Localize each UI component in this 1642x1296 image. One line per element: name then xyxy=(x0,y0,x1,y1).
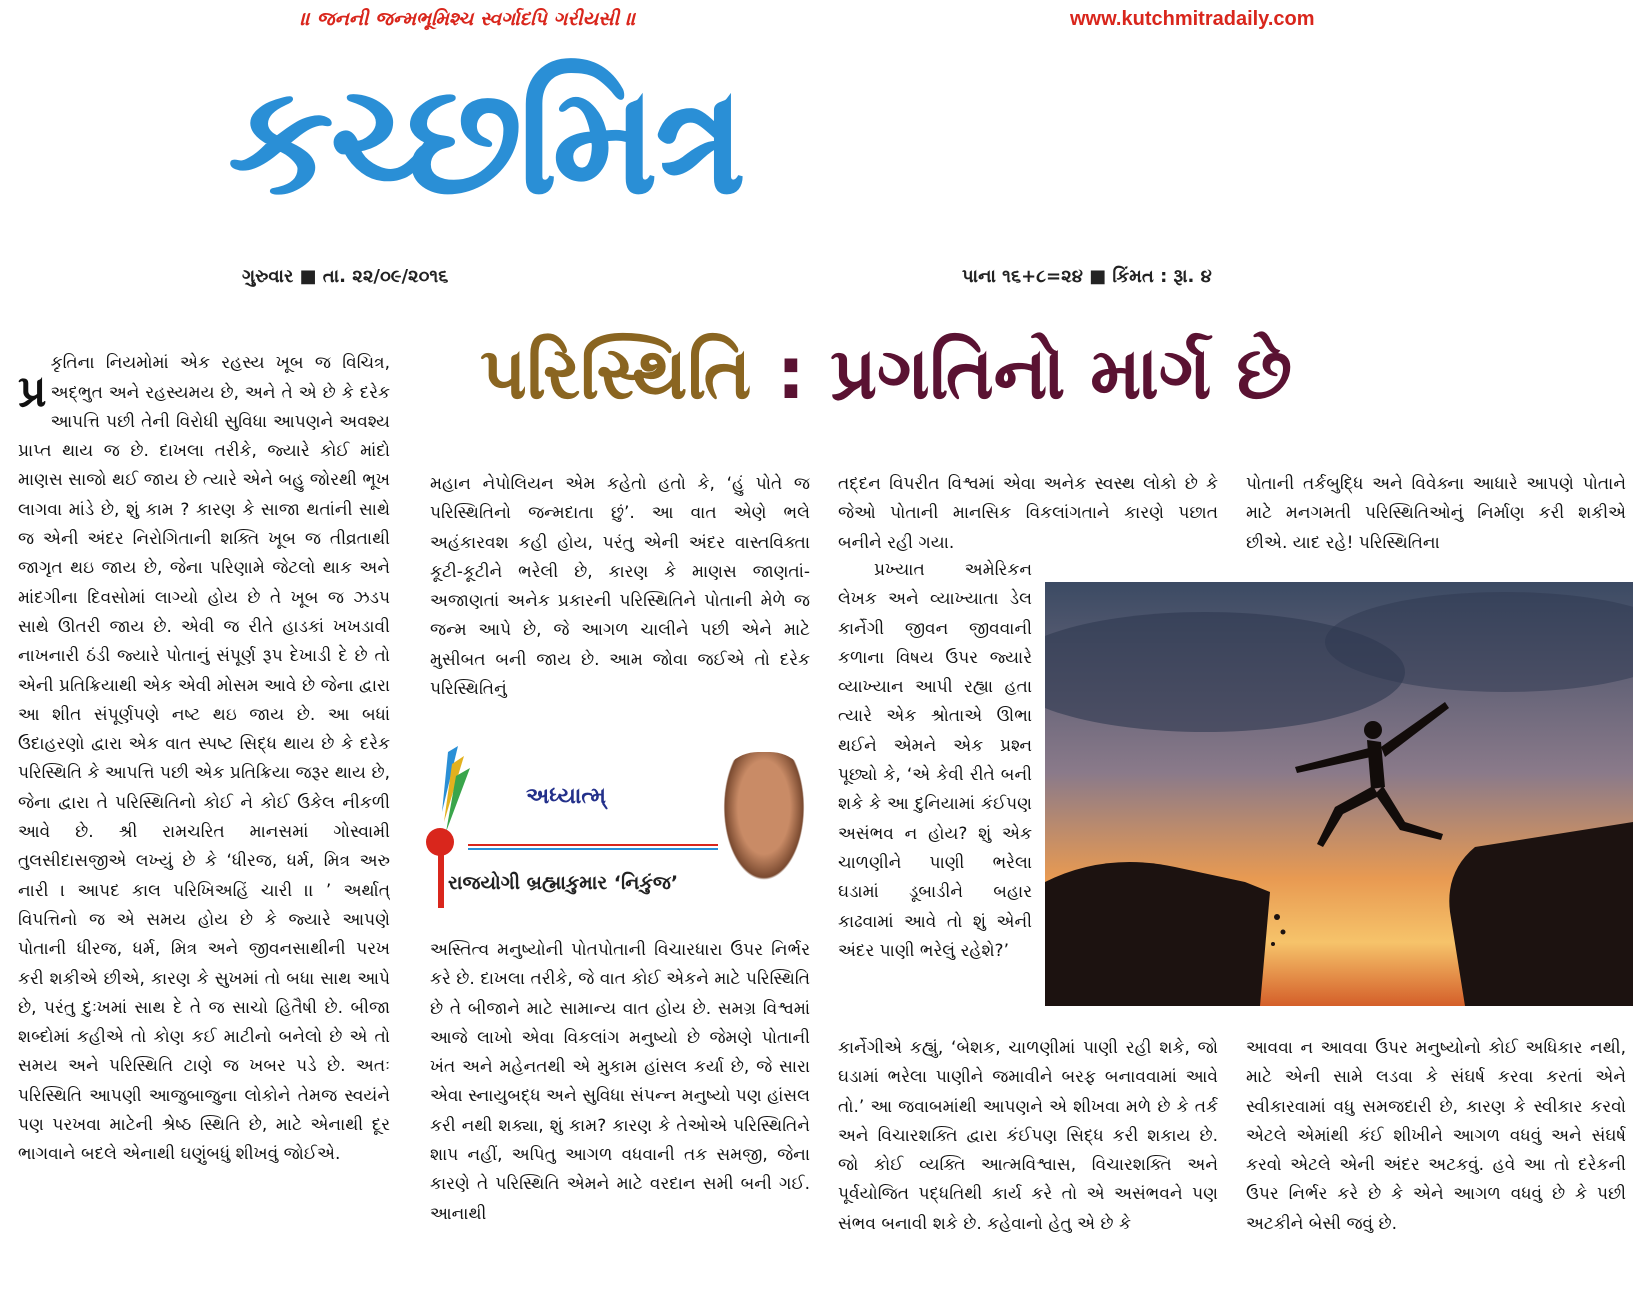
article-column-2-top: મહાન નેપોલિયન એમ કહેતો હતો કે, ‘હું પોતે જ પરિસ્થિતિનો જન્મદાતા છું’. આ વાત એણે ભલે અહંકારવશ કહી હોય, પરંતુ એની અંદર વાસ્તવિક્તા કૂટી-કૂટીને ભરેલી છે, કારણ કે માણસ જાણતાં-અજાણતાં અનેક પ્રકારની પરિસ્થિતિને પોતાની મેળે જ જન્મ આપે છે, જે આગળ ચાલીને પછી એને માટે મુસીબત બની જાય છે. આમ જોવા જઈએ તો દરેક પરિસ્થિતિનું xyxy=(430,474,810,700)
dateline: ગુરુવાર ■ તા. ૨૨/૦૯/૨૦૧૬ xyxy=(242,266,449,287)
article-column-1 xyxy=(18,320,390,1280)
page-info: પાના ૧૬+૮=૨૪ ■ કિંમત : રૂા. ૪ xyxy=(962,266,1212,287)
website-url: www.kutchmitradaily.com xyxy=(1070,8,1315,30)
headline-part1: પરિસ્થિતિ xyxy=(480,331,752,415)
article-column-3-mid: પ્રખ્યાત અમેરિકન લેખક અને વ્યાખ્યાતા ડેલ કાર્નેગી જીવન જીવવાની કળાના વિષય ઉપર જ્યારે વ્યાખ્યાન આપી રહ્યા હતા ત્યારે એક શ્રોતાએ ઊભા થઈને એમને એક પ્રશ્ન પૂછ્યો કે, ‘એ કેવી રીતે બની શકે કે આ દુનિયામાં કંઈપણ અસંભવ ન હોય? શું એક ચાળણીને પાણી ભરેલા ઘડામાં ડૂબાડીને બહાર કાઢવામાં આવે તો શું એની અંદર પાણી ભરેલું રહેશે?’ xyxy=(838,560,1032,961)
masthead-motto: ॥ જનની જન્મભૂમિશ્ચ સ્વર્ગાદપિ ગરીયસી ॥ xyxy=(300,8,636,30)
dropcap: પ્ર xyxy=(18,366,47,418)
author-photo xyxy=(718,752,810,890)
column-box xyxy=(418,742,818,908)
cliff-jump-photo xyxy=(1045,582,1633,1006)
article-column-4-bottom: આવવા ન આવવા ઉપર મનુષ્યોનો કોઈ અધિકાર નથી, માટે એની સામે લડવા કે સંઘર્ષ કરવા કરતાં એને સ્વીકારવામાં વધુ સમજદારી છે, કારણ કે સ્વીકાર કરવો એટલે એમાંથી કંઈ શીખીને આગળ વધવું અને સંઘર્ષ કરવો એટલે એની અંદર અટકવું. હવે આ તો દરેકની ઉપર નિર્ભર કરે છે કે એને આગળ વધવું છે કે પછી અટકીને બેસી જવું છે. xyxy=(1246,1038,1626,1234)
article-column-3-bottom: કાર્નેગીએ કહ્યું, ‘બેશક, ચાળણીમાં પાણી રહી શકે, જો ઘડામાં ભરેલા પાણીને જમાવીને બરફ બનાવવામાં આવે તો.’ આ જવાબમાંથી આપણને એ શીખવા મળે છે કે તર્ક અને વિચારશક્તિ દ્વારા કંઈપણ સિદ્ધ કરી શકાય છે. જો કોઈ વ્યક્તિ આત્મવિશ્વાસ, વિચારશક્તિ અને પૂર્વયોજિત પદ્ધતિથી કાર્ય કરે તો એ અસંભવને પણ સંભવ બનાવી શકે છે. કહેવાનો હેતુ એ છે કે xyxy=(838,1038,1218,1234)
article-column-3-top: તદ્દન વિપરીત વિશ્વમાં એવા અનેક સ્વસ્થ લોકો છે કે જેઓ પોતાની માનસિક વિકલાંગતાને કારણે પછાત બનીને રહી ગયા. xyxy=(838,474,1218,553)
column-box-rule xyxy=(468,844,738,850)
author-byline: રાજયોગી બ્રહ્માકુમાર ‘નિકુંજ’ xyxy=(448,872,679,894)
masthead-title: કચ્છમિત્ર xyxy=(228,54,743,228)
headline xyxy=(480,328,1292,418)
column-category: અધ્યાત્મ્ xyxy=(526,784,607,809)
article-column-4-top: પોતાની તર્કબુદ્ધિ અને વિવેક્ના આધારે આપણે પોતાને માટે મનગમતી પરિસ્થિતિઓનું નિર્માણ કરી શકીએ છીએ. યાદ રહે! પરિસ્થિતિના xyxy=(1246,474,1626,553)
headline-part2: : પ્રગતિનો માર્ગ છે xyxy=(751,331,1293,415)
column-1-text: કૃતિના નિયમોમાં એક રહસ્ય ખૂબ જ વિચિત્ર, અદ્‍ભુત અને રહસ્યમય છે, અને તે એ છે કે દરેક આપત્તિ પછી તેની વિરોધી સુવિધા આપણને અવશ્ય પ્રાપ્ત થાય જ છે. દાખલા તરીકે, જ્યારે કોઈ માંદો માણસ સાજો થઈ જાય છે ત્યારે એને બહુ જોરથી ભૂખ લાગવા માંડે છે, શું કામ ? કારણ કે સાજા થતાંની સાથે જ એની અંદર નિરોગિતાની શક્તિ ખૂબ જ તીવ્રતાથી જાગૃત થઇ જાય છે, જેના પરિણામે જેટલો થાક અને માંદગીના દિવસોમાં લાગ્યો હોય છે તે ખૂબ જ ઝડપ સાથે ઊતરી જાય છે. એવી જ રીતે હાડકાં ખખડાવી નાખનારી ઠંડી જ્યારે પોતાનું સંપૂર્ણ રૂપ દેખાડી દે છે તો એની પ્રતિક્રિયાથી એક એવી મોસમ આવે છે જેના દ્વારા આ શીત સંપૂર્ણપણે નષ્ટ થઇ જાય છે. આ બધાં ઉદાહરણો દ્વારા એક વાત સ્પષ્ટ સિદ્ધ થાય છે કે દરેક પરિસ્થિતિ કે આપત્તિ પછી એક પ્રતિક્રિયા જરૂર થાય છે, જેના દ્વારા તે પરિસ્થિતિનો કોઈ ને કોઈ ઉકેલ નીકળી આવે છે. શ્રી રામચરિત માનસમાં ગોસ્વામી તુલસીદાસજીએ લખ્યું છે કે ‘ધીરજ, ધર્મ, મિત્ર અરુ નારી । આપદ કાલ પરિખિઅહિં ચારી ।। ’ અર્થાત્ વિપત્તિનો જ એ સમય હોય છે કે જ્યારે આપણે પોતાની ધીરજ, ધર્મ, મિત્ર અને જીવનસાથીની પરખ કરી શકીએ છીએ, કારણ કે સુખમાં તો બધા સાથ આપે છે, પરંતુ દુઃખમાં સાથ દે તે જ સાચો હિતૈષી છે. બીજા શબ્દોમાં કહીએ તો કોણ કઈ માટીનો બનેલો છે એ તો સમય અને પરિસ્થિતિ ટાણે જ ખબર પડે છે. અતઃ પરિસ્થિતિ આપણી આજુબાજુના લોકોને તેમજ સ્વયંને પણ પરખવા માટેની શ્રેષ્ઠ સ્થિતિ છે, માટે એનાથી દૂર ભાગવાને બદલે એનાથી ઘણુંબધું શીખવું જોઈએ. xyxy=(18,353,390,1165)
article-column-2-bottom: અસ્તિત્વ મનુષ્યોની પોતપોતાની વિચારધારા ઉપર નિર્ભર કરે છે. દાખલા તરીકે, જે વાત કોઈ એકને માટે પરિસ્થિતિ છે તે બીજાને માટે સામાન્ય વાત હોય છે. સમગ્ર વિશ્વમાં આજે લાખો એવા વિકલાંગ મનુષ્યો છે જેમણે પોતાની ખંત અને મહેનતથી એ મુકામ હાંસલ કર્યા છે, જે સારા એવા સ્નાયુબદ્ધ અને સુવિધા સંપન્ન મનુષ્યો પણ હાંસલ કરી નથી શક્યા, શું કામ? કારણ કે તેઓએ પરિસ્થિતિને શાપ નહીં, અપિતુ આગળ વધવાની તક સમજી, જેના કારણે તે પરિસ્થિતિ એમને માટે વરદાન સમી બની ગઈ. આનાથી xyxy=(430,940,810,1224)
newspaper-masthead xyxy=(228,36,1238,246)
